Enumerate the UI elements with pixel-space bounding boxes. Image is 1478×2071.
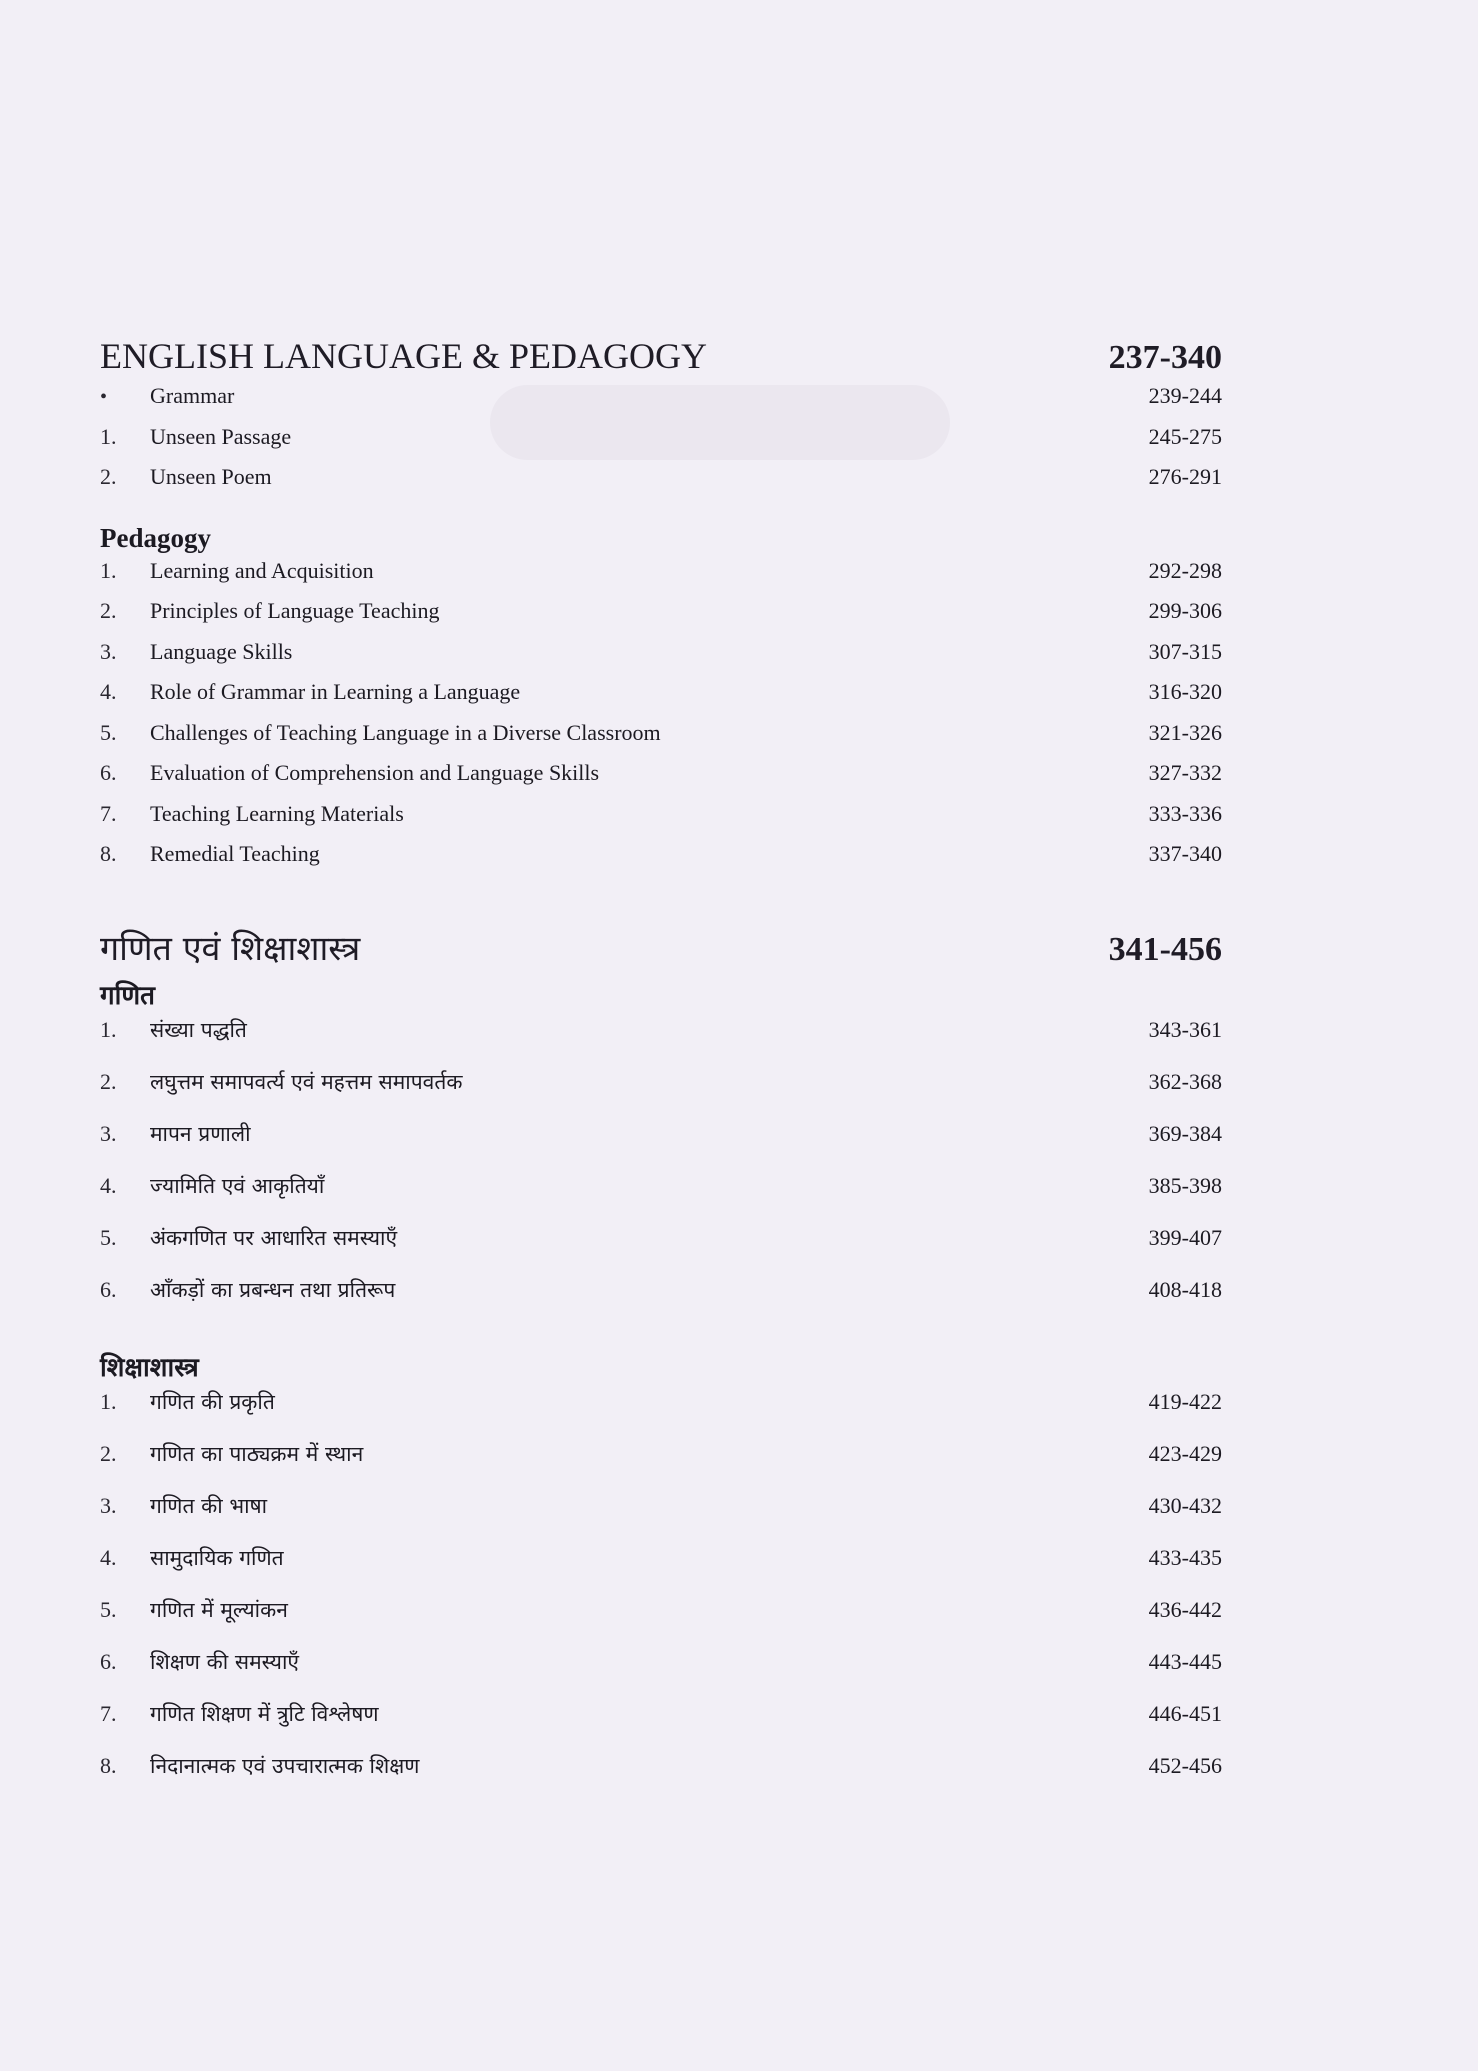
item-number: 3. (100, 1120, 117, 1146)
item-number: 6. (100, 1276, 117, 1302)
math-ganit-heading: गणित (100, 980, 155, 1011)
item-pages: 299-306 (1148, 598, 1222, 623)
item-label: Principles of Language Teaching (150, 598, 440, 623)
item-number: 4. (100, 679, 117, 704)
list-item (100, 558, 1222, 599)
item-label: ज्यामिति एवं आकृतियाँ (150, 1173, 325, 1198)
item-label: गणित शिक्षण में त्रुटि विश्लेषण (150, 1701, 379, 1726)
item-pages: 408-418 (1148, 1276, 1222, 1302)
item-label: लघुत्तम समापवर्त्य एवं महत्तम समापवर्तक (150, 1069, 463, 1094)
list-item (100, 1492, 1222, 1544)
item-label: गणित में मूल्यांकन (150, 1597, 288, 1622)
item-label: Unseen Passage (150, 423, 292, 449)
item-pages: 307-315 (1148, 638, 1222, 664)
item-number: 4. (100, 1544, 117, 1570)
item-label: Unseen Poem (150, 464, 272, 489)
item-pages: 337-340 (1148, 841, 1222, 866)
item-label: Challenges of Teaching Language in a Diverse Classroom (150, 719, 661, 745)
math-pedagogy-heading: शिक्षाशास्त्र (100, 1352, 199, 1383)
item-label: गणित की भाषा (150, 1493, 268, 1518)
english-pedagogy-items (100, 558, 1222, 882)
list-item (100, 383, 1222, 424)
item-pages: 369-384 (1148, 1120, 1222, 1146)
item-label: Teaching Learning Materials (150, 800, 404, 826)
list-item (100, 1700, 1222, 1752)
math-pedagogy-items (100, 1388, 1222, 1804)
item-pages: 316-320 (1148, 679, 1222, 704)
list-item (100, 1276, 1222, 1328)
item-pages: 292-298 (1148, 557, 1222, 583)
item-label: मापन प्रणाली (150, 1121, 251, 1146)
list-item (100, 1544, 1222, 1596)
item-number: 5. (100, 1224, 117, 1250)
item-number: 2. (100, 598, 117, 623)
item-pages: 443-445 (1148, 1648, 1222, 1674)
item-number: 3. (100, 1492, 117, 1518)
item-number: 1. (100, 1388, 117, 1414)
item-pages: 385-398 (1148, 1172, 1222, 1198)
item-label: Evaluation of Comprehension and Language Skills (150, 760, 600, 785)
list-item (100, 679, 1222, 720)
item-label: आँकड़ों का प्रबन्धन तथा प्रतिरूप (150, 1277, 396, 1302)
list-item (100, 598, 1222, 639)
english-section-range: 237-340 (1108, 339, 1222, 376)
list-item (100, 801, 1222, 842)
item-number: 7. (100, 800, 117, 826)
item-pages: 399-407 (1148, 1224, 1222, 1250)
item-number: 1. (100, 423, 117, 449)
list-item (100, 1648, 1222, 1700)
math-section-header (100, 924, 1222, 970)
item-number: 8. (100, 841, 117, 866)
item-label: सामुदायिक गणित (150, 1545, 284, 1570)
item-number: 1. (100, 557, 117, 583)
item-label: शिक्षण की समस्याएँ (150, 1649, 300, 1674)
item-pages: 430-432 (1148, 1492, 1222, 1518)
english-items (100, 383, 1222, 505)
list-item (100, 1120, 1222, 1172)
item-number: 6. (100, 760, 117, 785)
item-label: Remedial Teaching (150, 841, 320, 866)
math-ganit-items (100, 1016, 1222, 1328)
item-pages: 327-332 (1148, 760, 1222, 785)
list-item (100, 1016, 1222, 1068)
math-section (100, 924, 1222, 1804)
item-pages: 452-456 (1148, 1752, 1222, 1778)
list-item (100, 760, 1222, 801)
list-item (100, 1388, 1222, 1440)
item-pages: 245-275 (1148, 423, 1222, 449)
item-number: 8. (100, 1752, 117, 1778)
list-item (100, 1224, 1222, 1276)
item-number: 1. (100, 1016, 117, 1042)
item-pages: 433-435 (1148, 1544, 1222, 1570)
item-label: Grammar (150, 383, 235, 408)
item-pages: 419-422 (1148, 1388, 1222, 1414)
english-pedagogy-heading: Pedagogy (100, 522, 211, 553)
item-pages: 423-429 (1148, 1440, 1222, 1466)
item-number: 5. (100, 1596, 117, 1622)
item-pages: 239-244 (1148, 383, 1222, 408)
item-label: गणित का पाठ्यक्रम में स्थान (150, 1441, 364, 1466)
item-label: Learning and Acquisition (150, 557, 374, 583)
item-number: 3. (100, 638, 117, 664)
english-section-title: ENGLISH LANGUAGE & PEDAGOGY (100, 336, 707, 376)
list-item (100, 720, 1222, 761)
item-number: 2. (100, 1068, 117, 1094)
item-pages: 343-361 (1148, 1016, 1222, 1042)
list-item (100, 1172, 1222, 1224)
list-item (100, 841, 1222, 882)
item-pages: 321-326 (1148, 719, 1222, 745)
list-item (100, 464, 1222, 505)
item-label: गणित की प्रकृति (150, 1389, 275, 1414)
list-item (100, 1068, 1222, 1120)
item-pages: 333-336 (1148, 800, 1222, 826)
english-section-header (100, 335, 1222, 377)
item-number: 5. (100, 719, 117, 745)
math-section-range: 341-456 (1108, 930, 1222, 968)
item-pages: 276-291 (1148, 464, 1222, 489)
item-number: 7. (100, 1700, 117, 1726)
list-item (100, 1596, 1222, 1648)
item-label: संख्या पद्धति (150, 1017, 247, 1042)
item-number: 4. (100, 1172, 117, 1198)
list-item (100, 1440, 1222, 1492)
item-label: अंकगणित पर आधारित समस्याएँ (150, 1225, 398, 1250)
item-number: 2. (100, 464, 117, 489)
item-label: निदानात्मक एवं उपचारात्मक शिक्षण (150, 1753, 420, 1778)
item-pages: 446-451 (1148, 1700, 1222, 1726)
item-label: Role of Grammar in Learning a Language (150, 679, 521, 704)
list-item (100, 639, 1222, 680)
item-number: 2. (100, 1440, 117, 1466)
list-item (100, 1752, 1222, 1804)
item-number: • (100, 386, 108, 408)
item-number: 6. (100, 1648, 117, 1674)
item-pages: 436-442 (1148, 1596, 1222, 1622)
item-label: Language Skills (150, 638, 293, 664)
item-pages: 362-368 (1148, 1068, 1222, 1094)
table-of-contents (100, 335, 1222, 1804)
list-item (100, 424, 1222, 465)
math-section-title: गणित एवं शिक्षाशास्त्र (100, 928, 361, 969)
english-section (100, 335, 1222, 882)
